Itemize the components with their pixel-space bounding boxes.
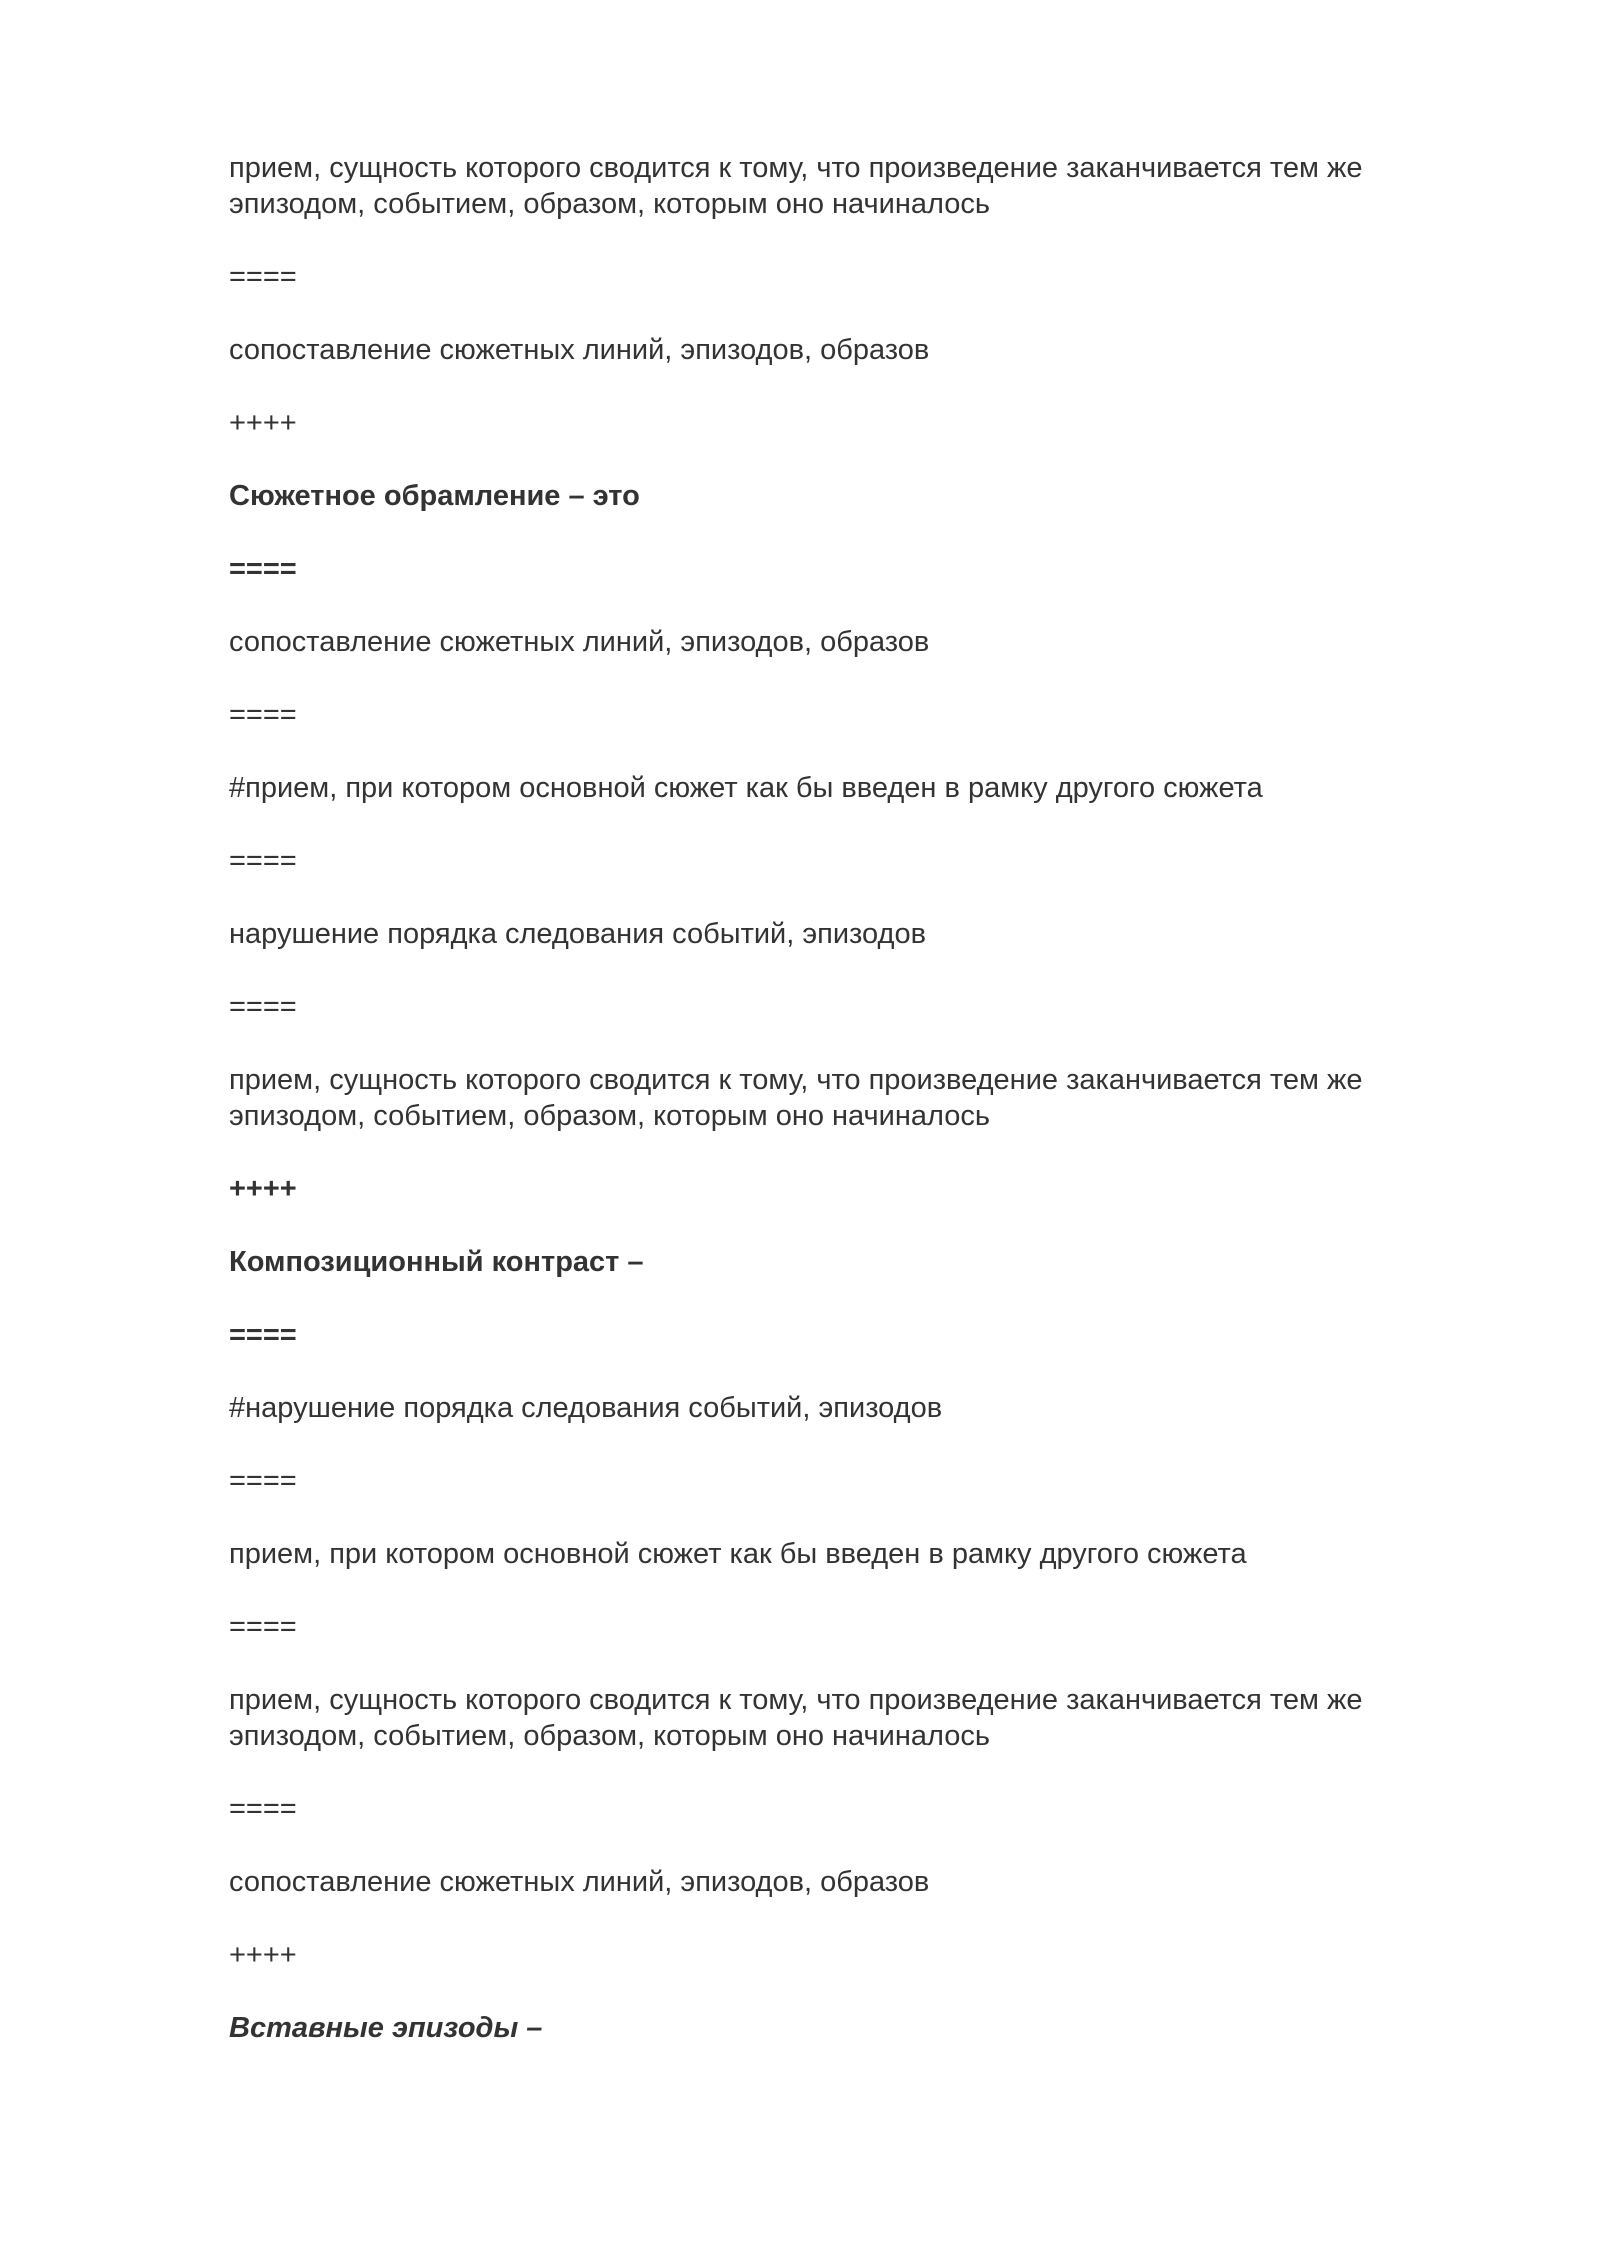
question-heading: Вставные эпизоды – xyxy=(229,2012,543,2044)
answer-option: прием, при котором основной сюжет как бы введен в рамку другого сюжета xyxy=(229,1538,1247,1570)
question-separator: ++++ xyxy=(229,1939,297,1971)
option-separator: ==== xyxy=(229,1793,297,1825)
answer-option: прием, сущность которого сводится к тому, что произведение заканчивается тем же эпизодом, событием, образом, которым оно начиналось xyxy=(229,1064,1363,1132)
answer-option: сопоставление сюжетных линий, эпизодов, образов xyxy=(229,334,930,366)
answer-option: нарушение порядка следования событий, эпизодов xyxy=(229,918,926,950)
option-separator: ==== xyxy=(229,1319,297,1351)
answer-option: сопоставление сюжетных линий, эпизодов, образов xyxy=(229,626,930,658)
option-separator: ==== xyxy=(229,1465,297,1497)
question-separator: ++++ xyxy=(229,407,297,439)
question-heading: Сюжетное обрамление – это xyxy=(229,480,640,512)
option-separator: ==== xyxy=(229,553,297,585)
answer-option: прием, сущность которого сводится к тому, что произведение заканчивается тем же эпизодом, событием, образом, которым оно начиналось xyxy=(229,152,1363,220)
question-heading: Композиционный контраст – xyxy=(229,1246,644,1278)
option-separator: ==== xyxy=(229,1611,297,1643)
answer-option: прием, сущность которого сводится к тому, что произведение заканчивается тем же эпизодом, событием, образом, которым оно начиналось xyxy=(229,1684,1363,1752)
question-separator: ++++ xyxy=(229,1173,297,1205)
option-separator: ==== xyxy=(229,845,297,877)
answer-option-correct: #прием, при котором основной сюжет как бы введен в рамку другого сюжета xyxy=(229,772,1263,804)
answer-option-correct: #нарушение порядка следования событий, эпизодов xyxy=(229,1392,943,1424)
document-body xyxy=(229,150,1459,2083)
answer-option: сопоставление сюжетных линий, эпизодов, образов xyxy=(229,1866,930,1898)
option-separator: ==== xyxy=(229,699,297,731)
option-separator: ==== xyxy=(229,261,297,293)
option-separator: ==== xyxy=(229,991,297,1023)
